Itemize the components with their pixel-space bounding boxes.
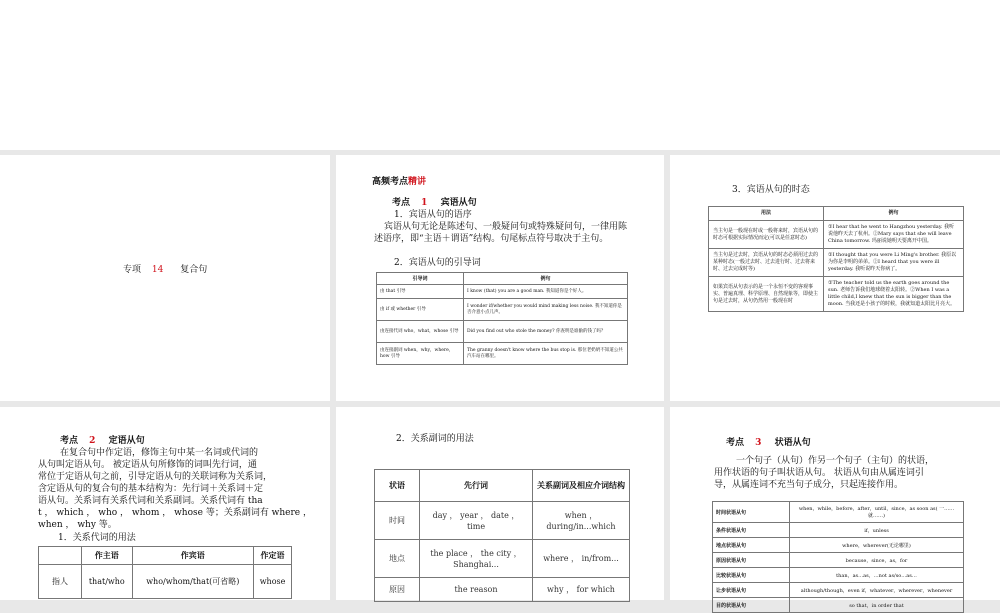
point-label: 考点 (726, 438, 745, 448)
table-cell: who/whom/that(可省略) (132, 565, 253, 599)
topic-heading (123, 264, 207, 276)
table-cell: ①I hear that he went to Hangzhou yesterday. 我听说他昨天去了杭州。②Mary says that she will leave China tomorrow. 玛丽说她明天要离开中国。 (824, 221, 964, 249)
subheading-2: 2．宾语从句的引导词 (394, 258, 481, 268)
topic-label: 专项 (123, 265, 142, 275)
table-header-row (39, 547, 292, 565)
table-row (375, 540, 630, 578)
table-cell: 地点 (375, 540, 420, 578)
paragraph-1: 宾语从句无论是陈述句、一般疑问句或特殊疑问句，一律用陈述语序，即“主语＋谓语”结构。句尾标点符号取决于主句。 (374, 222, 628, 244)
table-header (39, 547, 82, 565)
table-row (709, 277, 964, 312)
table-cell: 如果宾语从句表示的是一个永恒不变的客观事实、普遍真理、科学原理、自然现象等，即使主句是过去时，从句仍然用一般现在时 (709, 277, 824, 312)
table-header: 先行词 (420, 470, 533, 502)
point-number: 2 (89, 436, 96, 446)
pronoun-table (38, 546, 292, 599)
point-heading (60, 435, 145, 447)
table-cell: Did you find out who stole the money? 你查明是谁偷的钱了吗？ (464, 321, 628, 343)
table-cell: I know (that) you are a good man. 我知道你是个好人。 (464, 285, 628, 299)
point-label: 考点 (60, 436, 79, 446)
table-cell: day ， year ， date ， time (420, 502, 533, 540)
table-row (377, 321, 628, 343)
table-row (713, 568, 964, 583)
table-cell: 由 that 引导 (377, 285, 464, 299)
slide-3-tense[interactable] (670, 155, 1000, 401)
table-cell: 时间 (375, 502, 420, 540)
table-row (713, 523, 964, 538)
table-cell: whose (254, 565, 292, 599)
paragraph-line: 导，从属连词不充当句子成分，只起连接作用。 (714, 480, 904, 490)
slide-1-title[interactable] (0, 155, 330, 401)
table-cell: 当主句是一般现在时或一般将来时，宾语从句的时态可根据实际情况而定(可以是任意时态) (709, 221, 824, 249)
table-row (713, 598, 964, 613)
table-cell: because，since，as，for (790, 553, 964, 568)
table-row (713, 553, 964, 568)
table-cell: when，while，before，after，until，since，as soon as( 一……就……) (790, 502, 964, 523)
table-row (709, 249, 964, 277)
paragraph-line: 一个句子（从句）作另一个句子（主句）的状语， (736, 456, 935, 466)
table-cell: 时间状语从句 (713, 502, 790, 523)
adverbial-clause-table (712, 501, 964, 613)
paragraph (38, 447, 328, 531)
slide-4-attributive-clause[interactable] (0, 407, 330, 600)
table-cell: the reason (420, 578, 533, 602)
table-cell: 由 if 或 whether 引导 (377, 299, 464, 321)
table-cell: 条件状语从句 (713, 523, 790, 538)
paragraph (714, 455, 998, 491)
table-header-row (377, 273, 628, 285)
point-title: 宾语从句 (440, 198, 477, 208)
table-header-row (375, 470, 630, 502)
slide-5-relative-adverbs[interactable] (336, 407, 664, 600)
table-cell: when ， during/in...which (533, 502, 630, 540)
topic-number: 14 (151, 265, 164, 275)
table-row (713, 583, 964, 598)
slide-2-object-clause[interactable] (336, 155, 664, 401)
table-cell: than，as…as，…not as/so…as… (790, 568, 964, 583)
table-header: 引导词 (377, 273, 464, 285)
table-row (377, 285, 628, 299)
heading-highlight: 精讲 (408, 177, 427, 187)
table-cell: if，unless (790, 523, 964, 538)
table-cell: that/who (82, 565, 133, 599)
paragraph-line: when ， why 等。 (38, 520, 117, 530)
heading-prefix: 高频考点 (372, 177, 409, 187)
table-row (375, 502, 630, 540)
table-row (39, 565, 292, 599)
table-cell: 指人 (39, 565, 82, 599)
table-cell: ①I thought that you were Li Ming's brother. 我原以为你是李明的弟弟。②I heard that you were ill yesterday. 我听说昨天你病了。 (824, 249, 964, 277)
table-cell: 目的状语从句 (713, 598, 790, 613)
table-cell: The granny doesn't know where the bus stop is. 那位老奶奶不知道公共汽车站在哪里。 (464, 343, 628, 365)
table-cell: although/though，even if，whatever，wherever，whenever (790, 583, 964, 598)
point-heading (726, 437, 811, 449)
table-header: 作定语 (254, 547, 292, 565)
table-cell: 原因 (375, 578, 420, 602)
point-title: 定语从句 (108, 436, 145, 446)
table-header: 状语 (375, 470, 420, 502)
table-row (713, 538, 964, 553)
paragraph-line: 含定语从句的复合句的基本结构为：先行词＋关系词＋定 (38, 484, 264, 494)
table-cell: 由连接代词 who，what，whose 引导 (377, 321, 464, 343)
subheading-1: 1．关系代词的用法 (58, 533, 136, 543)
paragraph-line: 从句叫定语从句。 被定语从句所修饰的词叫先行词，通 (38, 460, 257, 470)
connector-table (376, 272, 628, 365)
slide-title: 3．宾语从句的时态 (732, 185, 810, 195)
slide-6-adverbial-clause[interactable] (670, 407, 1000, 609)
table-cell: 让步状语从句 (713, 583, 790, 598)
slide-title: 2．关系副词的用法 (396, 434, 474, 444)
point-number: 1 (421, 198, 428, 208)
table-cell: 当主句是过去时，宾语从句的时态必须用过去的某种时态(一般过去时、过去进行时、过去将来时、过去完成时等) (709, 249, 824, 277)
table-row (713, 502, 964, 523)
table-row (377, 343, 628, 365)
table-header: 作宾语 (132, 547, 253, 565)
table-cell: 地点状语从句 (713, 538, 790, 553)
adverb-table (374, 469, 630, 602)
table-cell: ①The teacher told us the earth goes around the sun. 老师告诉我们地球绕着太阳转。②When I was a little child,I knew that the sun is bigger than the moon. 当我还是小孩子的时候，我就知道太阳比月亮大。 (824, 277, 964, 312)
table-header: 作主语 (82, 547, 133, 565)
tense-table (708, 206, 964, 312)
point-number: 3 (755, 438, 762, 448)
top-blank-area (0, 0, 1000, 150)
table-header: 关系副词及相应介词结构 (533, 470, 630, 502)
table-row (375, 578, 630, 602)
table-cell: I wonder if/whether you would mind making less noise. 我不知道你是否介意小点儿声。 (464, 299, 628, 321)
paragraph-line: t ， which ， who ， whom ， whose 等；关系副词有 where ， (38, 508, 312, 518)
point-label: 考点 (392, 198, 411, 208)
table-cell: 比较状语从句 (713, 568, 790, 583)
table-header: 例句 (824, 207, 964, 221)
subheading-1: 1．宾语从句的语序 (394, 210, 472, 220)
table-cell: why ， for which (533, 578, 630, 602)
table-header: 例句 (464, 273, 628, 285)
table-cell: so that，in order that (790, 598, 964, 613)
paragraph-line: 语从句。关系词有关系代词和关系副词。关系代词有 tha (38, 496, 263, 506)
table-cell: where，wherever(无论哪里) (790, 538, 964, 553)
table-header: 用法 (709, 207, 824, 221)
table-cell: 由连接副词 when，why，where，how 引导 (377, 343, 464, 365)
topic-title: 复合句 (180, 265, 208, 275)
point-heading (392, 197, 477, 209)
table-row (377, 299, 628, 321)
slide-heading (372, 176, 426, 188)
table-cell: where ， in/from... (533, 540, 630, 578)
table-header-row (709, 207, 964, 221)
table-cell: 原因状语从句 (713, 553, 790, 568)
table-cell: the place ， the city ， Shanghai... (420, 540, 533, 578)
table-row (709, 221, 964, 249)
paragraph-line: 常位于定语从句之前，引导定语从句的关联词称为关系词， (38, 472, 273, 482)
point-title: 状语从句 (774, 438, 811, 448)
paragraph-line: 用作状语的句子叫状语从句。 状语从句由从属连词引 (714, 468, 924, 478)
paragraph-line: 在复合句中作定语，修饰主句中某一名词或代词的 (60, 448, 259, 458)
